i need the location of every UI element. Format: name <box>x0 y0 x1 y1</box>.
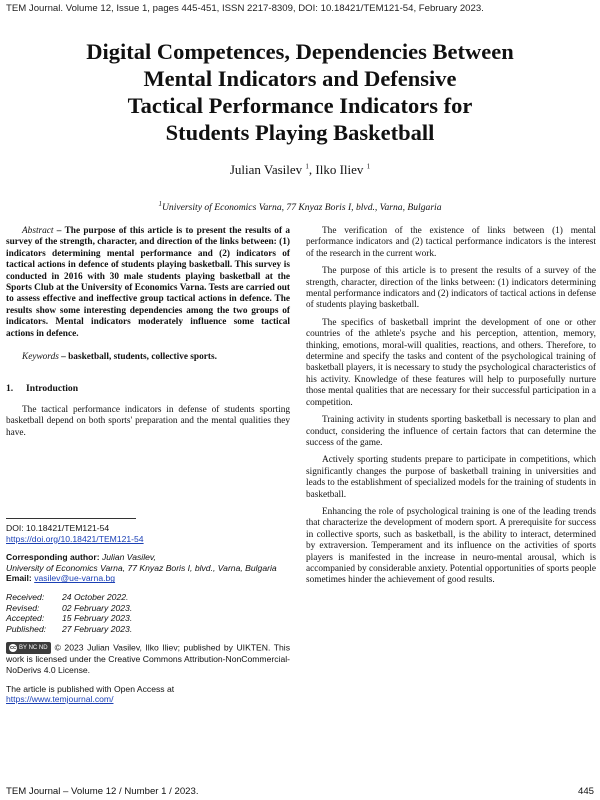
section-title: Introduction <box>26 383 79 395</box>
license-block <box>6 642 290 675</box>
date-value: 27 February 2023. <box>62 623 133 634</box>
doi-text: DOI: 10.18421/TEM121-54 <box>6 523 110 533</box>
footer-journal: TEM Journal – Volume 12 / Number 1 / 2023. <box>6 786 199 797</box>
author-affiliation-mark: 1 <box>305 162 309 171</box>
keywords-text: – basketball, students, collective sports. <box>58 352 217 363</box>
title-line: Mental Indicators and Defensive <box>143 66 457 91</box>
author-list <box>0 162 600 178</box>
body-paragraph: Training activity in students sporting basketball is necessary to plan and conduct, considering the influence of certain factors that can determine the success of the game. <box>306 415 596 448</box>
open-access-text: The article is published with Open Access at <box>6 683 175 694</box>
section-heading <box>6 383 290 394</box>
license-text: © 2023 Julian Vasilev, Ilko Iliev; published by UIKTEN. This work is licensed under the Creative Commons Attribution-NonCommercial-NoDerivs 4.0 License. <box>6 642 290 675</box>
first-page-footnote <box>6 518 290 705</box>
author-name: Julian Vasilev <box>229 162 303 177</box>
keywords <box>6 352 290 363</box>
cc-circle-icon: cc <box>9 645 17 652</box>
cc-badge-text: BY NC ND <box>19 645 48 652</box>
running-head: TEM Journal. Volume 12, Issue 1, pages 445-451, ISSN 2217-8309, DOI: 10.18421/TEM121-54, February 2023. <box>6 3 484 14</box>
body-paragraph: Enhancing the role of psychological training is one of the leading trends that characterize the development of modern sport. A prerequisite for success in collective sports, such as basketball, is the ability to interact, determined by extraversion. Temperament and its influence on the activities of sports players is manifested in the increase in neuro-mental arousal, which is accompanied by considerable anxiety. Potential opportunities of sports people sometimes hinder the achievement of good results. <box>306 506 596 586</box>
affiliation <box>0 199 600 213</box>
open-access <box>6 684 290 705</box>
author-separator: , <box>308 162 313 177</box>
date-value: 15 February 2023. <box>62 613 133 624</box>
date-label: Accepted: <box>6 613 45 624</box>
date-label: Published: <box>6 623 47 634</box>
abstract-label: Abstract <box>22 226 54 236</box>
journal-link[interactable]: https://www.temjournal.com/ <box>6 694 114 705</box>
title-line: Digital Competences, Dependencies Between <box>86 39 514 64</box>
email-link[interactable]: vasilev@ue-varna.bg <box>34 573 116 584</box>
publication-dates <box>6 592 290 634</box>
corresponding-affiliation: University of Economics Varna, 77 Knyaz Boris I, blvd., Varna, Bulgaria <box>6 562 277 573</box>
affiliation-text: University of Economics Varna, 77 Knyaz Boris I, blvd., Varna, Bulgaria <box>161 202 442 213</box>
body-paragraph: The verification of the existence of links between (1) mental performance indicators and (2) tactical performance indicators is the interest of the research in the current work. <box>306 226 596 259</box>
abstract <box>6 226 290 340</box>
page-footer <box>6 786 594 797</box>
keywords-label: Keywords <box>22 352 59 363</box>
body-paragraph: The tactical performance indicators in defense of students sporting basketball depend on both sports' preparation and the mental qualities they have. <box>6 404 290 438</box>
title-line: Tactical Performance Indicators for <box>127 93 473 118</box>
cc-license-icon[interactable] <box>6 642 51 654</box>
affiliation-mark: 1 <box>158 199 162 208</box>
corresponding-label: Corresponding author: <box>6 552 100 563</box>
page-number: 445 <box>577 786 594 797</box>
date-value: 02 February 2023. <box>62 602 133 613</box>
date-label: Received: <box>6 591 45 602</box>
body-paragraph: The specifics of basketball imprint the development of one or other countries of the athlete's psyche and his perception, attention, memory, thinking, emotions, moral-will qualities, reactions, and others. Therefore, to determine and specify the tasks and content of the psychological training of basketball players, it is necessary to study the psychological characteristics of his activity. Knowledge of these features will help to purposefully nurture those mental qualities that are necessary for their successful participation in a competition. <box>306 317 596 408</box>
corresponding-name: Julian Vasilev, <box>99 552 156 563</box>
body-paragraph: The purpose of this article is to present the results of a survey of the strength, character, direction of the links between: (1) indicators determining mental performance indicators and (2) indicators of tactical actions in defense of students playing basketball. <box>306 266 596 311</box>
corresponding-author <box>6 552 290 584</box>
date-value: 24 October 2022. <box>62 591 129 602</box>
title-line: Students Playing Basketball <box>165 120 435 145</box>
abstract-text: – The purpose of this article is to present the results of a survey of the strength, character, and direction of the links between: (1) indicators determining mental performance and (2) indicators of tactical actions in defence of students playing basketball. This survey is conducted in 2016 with 30 male students playing basketball at the Sports Club at the University of Economics Varna. Tests are carried out to assess effective and ineffective group tactical actions in defence. The results show some interesting dependencies among the two groups of indicators. Mental indicators moderately influence some tactical actions in defence. <box>6 226 290 339</box>
body-paragraph: Actively sporting students prepare to participate in competitions, which significantly changes the purpose of basketball training in universities and leads to the establishment of specialized models for the training of students in basketball. <box>306 455 596 500</box>
paper-title <box>20 38 580 146</box>
author-affiliation-mark: 1 <box>366 162 371 171</box>
right-column <box>306 226 596 587</box>
footnote-rule <box>6 518 136 519</box>
left-column <box>6 226 290 439</box>
doi-link[interactable]: https://doi.org/10.18421/TEM121-54 <box>6 533 144 544</box>
email-label: Email: <box>6 573 32 584</box>
section-number: 1. <box>6 383 14 395</box>
date-label: Revised: <box>6 602 40 613</box>
author-name: Ilko Iliev <box>315 162 364 177</box>
